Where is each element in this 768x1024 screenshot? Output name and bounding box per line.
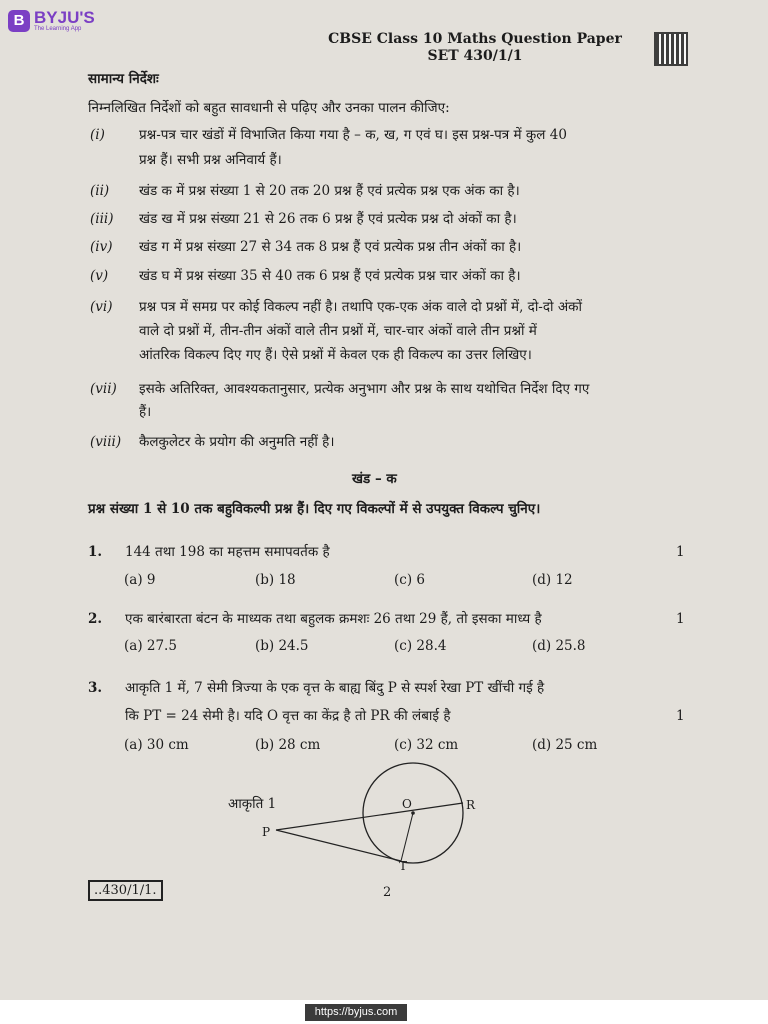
secant-line-pr [276,803,463,830]
section-note: प्रश्न संख्या 1 से 10 तक बहुविकल्पी प्रश्न हैं। दिए गए विकल्पों में से उपयुक्त विकल्प चुनिए। [88,501,541,517]
label-t: T [399,859,408,873]
question-number: 1. [88,544,103,560]
label-p: P [262,825,271,839]
question-text: आकृति 1 में, 7 सेमी त्रिज्या के एक वृत्त के बाह्य बिंदु P से स्पर्श रेखा PT खींची गई है [125,680,545,696]
paper-set: SET 430/1/1 [427,48,523,64]
instructions-intro: निम्नलिखित निर्देशों को बहुत सावधानी से पढ़िए और उनका पालन कीजिए: [88,100,450,116]
instructions-heading: सामान्य निर्देशः [88,71,159,87]
question-marks: 1 [676,544,685,560]
question-text: 144 तथा 198 का महत्तम समापवर्तक है [125,544,330,560]
option: (d) 12 [532,572,573,588]
byjus-link[interactable]: https://byjus.com [305,1004,407,1021]
page-number: 2 [383,885,392,900]
question-text: कि PT = 24 सेमी है। यदि O वृत्त का केंद्र है तो PR की लंबाई है [125,708,451,724]
option: (c) 6 [394,572,425,588]
paper-title-text: CBSE Class 10 Maths Question Paper [328,31,622,47]
brand-name: BYJU'S [34,8,95,27]
option: (b) 24.5 [255,638,309,654]
tangent-line-pt [276,830,401,861]
figure-caption: आकृति 1 [228,796,277,812]
option: (d) 25.8 [532,638,586,654]
option: (b) 28 cm [255,737,321,753]
option: (b) 18 [255,572,296,588]
option: (c) 28.4 [394,638,447,654]
question-marks: 1 [676,708,685,724]
option: (a) 27.5 [124,638,177,654]
radius-line-ot [401,813,413,861]
question-marks: 1 [676,611,685,627]
option: (d) 25 cm [532,737,598,753]
byjus-logo-icon: B [8,10,30,32]
brand-tagline: The Learning App [34,26,82,32]
question-paper-page: B BYJU'S The Learning App CBSE Class 10 Maths Question Paper SET 430/1/1 सामान्य निर्देशः निम्नलिखित निर्देशों को बहुत सावधानी से पढ़िए और उनका पालन कीजिए: (i) प्रश्न-पत्र चार खंडों में विभाजित किया गया है – क, ख, ग एवं घ। इस प्रश्न-पत्र में कुल 40 प्रश्न हैं। सभी प्रश्न अनिवार्य हैं। (ii) खंड क में प्रश्न संख्या 1 से 20 तक 20 प्रश्न हैं एवं प्रत्येक प्रश्न एक अंक का है। (iii) खंड ख में प्रश्न संख्या 21 से 26 तक 6 प्रश्न हैं एवं प्रत्येक प्रश्न दो अंकों का है। (iv) खंड ग में प्रश्न संख्या 27 से 34 तक 8 प्रश्न हैं एवं प्रत्येक प्रश्न तीन अंकों का है। (v) खंड घ में प्रश्न संख्या 35 से 40 तक 6 प्रश्न हैं एवं प्रत्येक प्रश्न चार अंकों का है। (vi) प्रश्न पत्र में समग्र पर कोई विकल्प नहीं है। तथापि एक-एक अंक वाले दो प्रश्नों में, दो-दो अंकों वाले दो प्रश्नों में, तीन-तीन अंकों वाले तीन प्रश्नों में, चार-चार अंकों वाले तीन प्रश्नों में आंतरिक विकल्प दिए गए हैं। ऐसे प्रश्नों में केवल एक ही विकल्प का उत्तर लिखिए। (vii) इसके अतिरिक्त, आवश्यकतानुसार, प्रत्येक अनुभाग और प्रश्न के साथ यथोचित निर्देश दिए गए हैं। (viii) कैलकुलेटर के प्रयोग की अनुमति नहीं है। खंड – क प्रश्न संख्या 1 से 10 तक बहुविकल्पी प्रश्न हैं। दिए गए विकल्पों में से उपयुक्त विकल्प चुनिए। 1. 144 तथा 198 का महत्तम समापवर्तक है 1 (a) 9 (b) 18 (c) 6 (d) 12 2. एक बारंबारता बंटन के माध्यक तथा बहुलक क्रमशः 26 तथा 29 हैं, तो इसका माध्य है 1 (a) 27.5 (b) 24.5 (c) 28.4 (d) 25.8 3. आकृति 1 में, 7 सेमी त्रिज्या के एक वृत्त के बाह्य बिंदु P से स्पर्श रेखा PT खींची गई है कि PT = 24 सेमी है। यदि O वृत्त का केंद्र है तो PR की लंबाई है 1 (a) 30 cm (b) 28 cm (c) 32 cm (d) 25 cm आकृति 1 O R P T ..430/1/1. 2 [0,0,768,1000]
label-r: R [466,798,476,812]
label-o: O [402,797,412,811]
question-text: एक बारंबारता बंटन के माध्यक तथा बहुलक क्रमशः 26 तथा 29 हैं, तो इसका माध्य है [125,611,542,627]
option: (a) 30 cm [124,737,189,753]
question-number: 3. [88,680,103,696]
option: (a) 9 [124,572,156,588]
question-number: 2. [88,611,103,627]
option: (c) 32 cm [394,737,459,753]
paper-code: ..430/1/1. [88,880,163,901]
section-title: खंड – क [352,471,397,487]
